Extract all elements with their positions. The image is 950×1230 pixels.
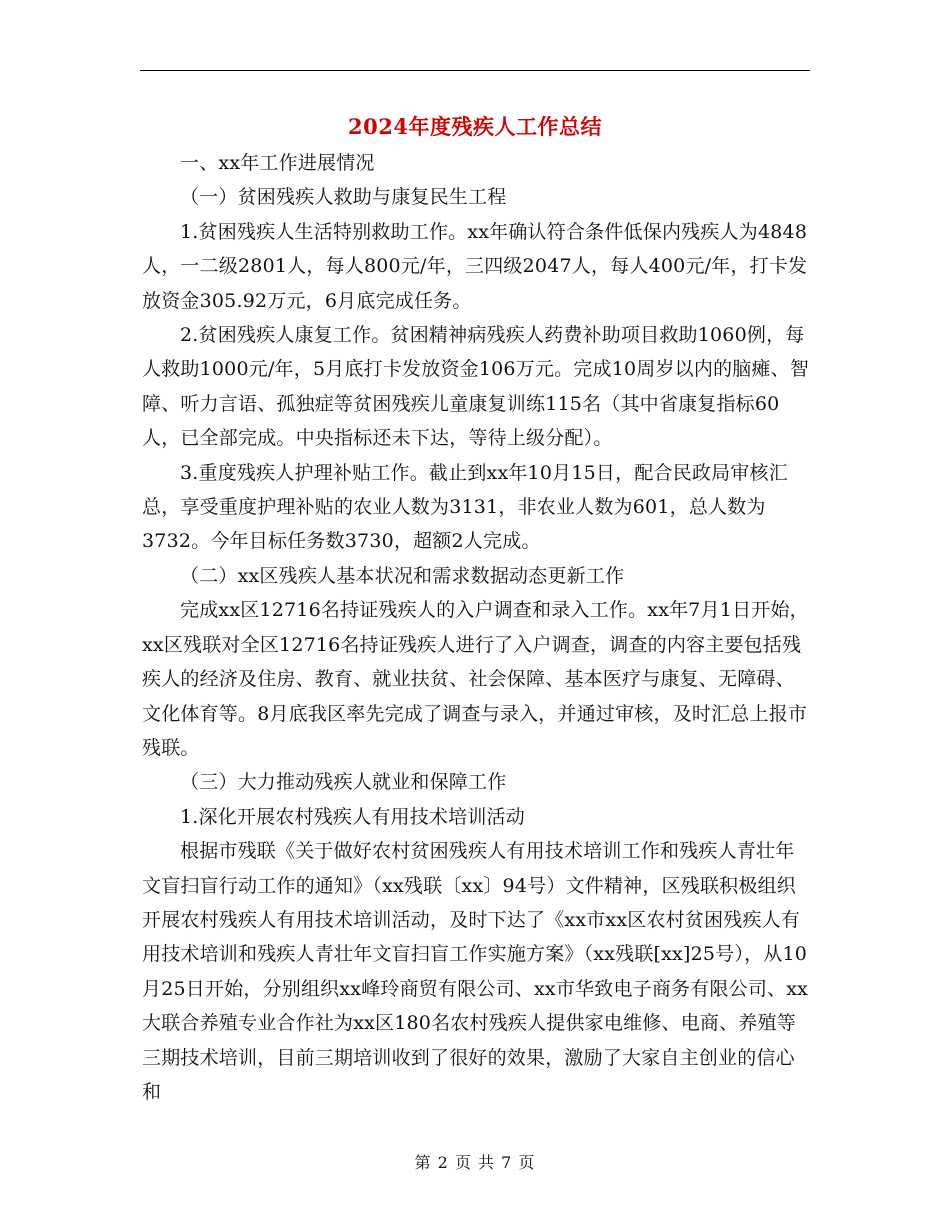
body-paragraph: 3.重度残疾人护理补贴工作。截止到xx年10月15日，配合民政局审核汇总，享受重度护理补贴的农业人数为3131，非农业人数为601，总人数为3732。今年目标任务数3730，超额2人完成。 [142, 461, 788, 553]
body-paragraph: 2.贫困残疾人康复工作。贫困精神病残疾人药费补助项目救助1060例，每人救助1000元/年，5月底打卡发放资金106万元。完成10周岁以内的脑瘫、智障、听力言语、孤独症等贫困残疾儿童康复训练115名（其中省康复指标60人，已全部完成。中央指标还未下达，等待上级分配）。 [142, 324, 810, 450]
document-body [142, 146, 810, 1109]
header-rule [140, 70, 810, 71]
subsection-heading: （三）大力推动残疾人就业和保障工作 [180, 771, 507, 794]
subsection-heading: （二）xx区残疾人基本状况和需求数据动态更新工作 [180, 564, 625, 587]
section-heading: 一、xx年工作进展情况 [180, 152, 375, 174]
subsection-heading: （一）贫困残疾人救助与康复民生工程 [180, 186, 507, 209]
body-paragraph: 根据市残联《关于做好农村贫困残疾人有用技术培训工作和残疾人青壮年文盲扫盲行动工作的通知》（xx残联〔xx〕94号）文件精神，区残联积极组织开展农村残疾人有用技术培训活动，及时下达了《xx市xx区农村贫困残疾人有用技术培训和残疾人青壮年文盲扫盲工作实施方案》（xx残联[xx]25号），从10月25日开始，分别组织xx峰玲商贸有限公司、xx市华致电子商务有限公司、xx大联合养殖专业合作社为xx区180名农村残疾人提供家电维修、电商、养殖等三期技术培训，目前三期培训收到了很好的效果，激励了大家自主创业的信心和 [142, 840, 809, 1103]
item-heading: 1.深化开展农村残疾人有用技术培训活动 [180, 805, 525, 828]
page-number: 第 2 页 共 7 页 [414, 1153, 536, 1172]
document-title: 2024年度残疾人工作总结 [348, 114, 602, 139]
body-paragraph: 完成xx区12716名持证残疾人的入户调查和录入工作。xx年7月1日开始，xx区残联对全区12716名持证残疾人进行了入户调查，调查的内容主要包括残疾人的经济及住房、教育、就业扶贫、社会保障、基本医疗与康复、无障碍、文化体育等。8月底我区率先完成了调查与录入，并通过审核，及时汇总上报市残联。 [142, 599, 809, 759]
body-paragraph: 1.贫困残疾人生活特别救助工作。xx年确认符合条件低保内残疾人为4848人，一二级2801人，每人800元/年，三四级2047人，每人400元/年，打卡发放资金305.92万元，6月底完成任务。 [142, 220, 808, 312]
